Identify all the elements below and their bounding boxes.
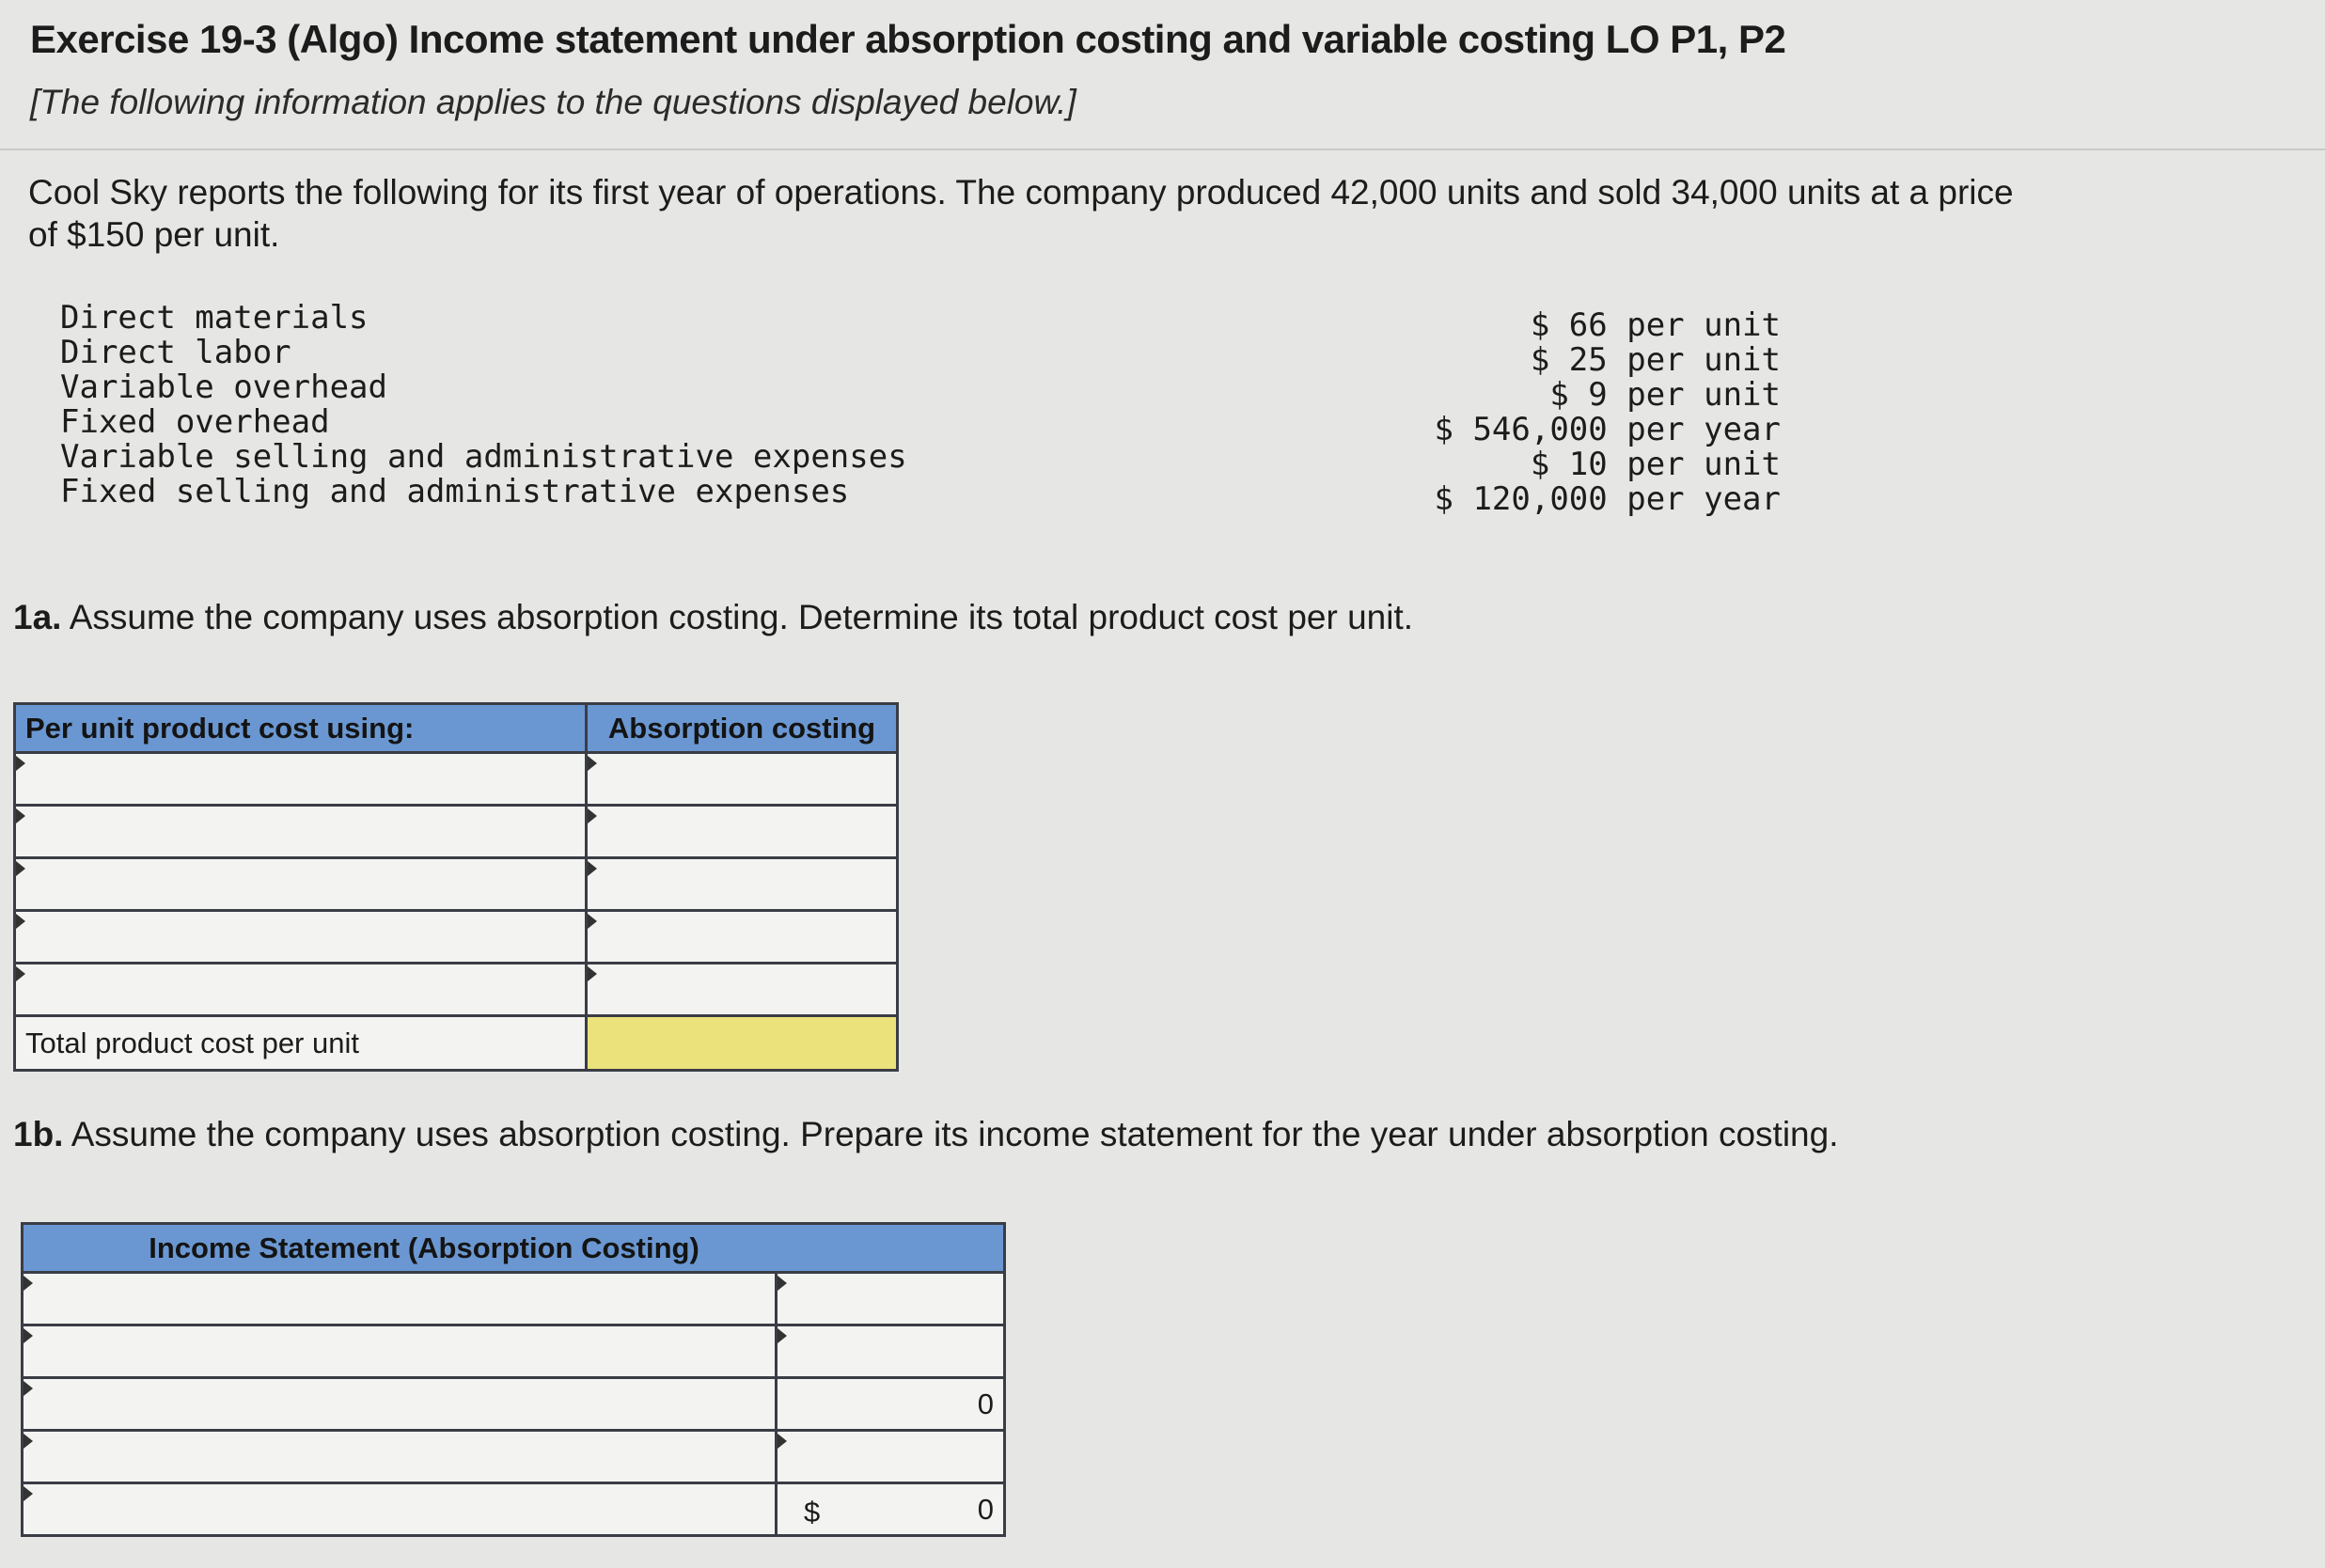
statement-amount-input[interactable] bbox=[777, 1431, 1005, 1483]
dropdown-arrow-icon bbox=[24, 1328, 33, 1343]
cost-item-select[interactable] bbox=[15, 911, 587, 964]
cost-amount: $ 120,000 bbox=[1434, 480, 1608, 518]
dropdown-arrow-icon bbox=[588, 861, 597, 876]
table-row bbox=[23, 1378, 1005, 1431]
table-header-right: Absorption costing bbox=[587, 704, 898, 753]
table-row bbox=[23, 1431, 1005, 1483]
question-text: Assume the company uses absorption costing. Determine its total product cost per unit. bbox=[69, 598, 1414, 636]
divider bbox=[0, 149, 2325, 150]
question-number: 1b. bbox=[13, 1115, 64, 1153]
table-header-left: Per unit product cost using: bbox=[15, 704, 587, 753]
cost-unit: per year bbox=[1626, 480, 1781, 518]
dropdown-arrow-icon bbox=[588, 808, 597, 823]
table-row bbox=[15, 753, 898, 806]
cost-amount-input[interactable] bbox=[587, 858, 898, 911]
dropdown-arrow-icon bbox=[778, 1276, 787, 1291]
dropdown-arrow-icon bbox=[588, 914, 597, 929]
cost-label: Fixed selling and administrative expenses bbox=[60, 473, 850, 510]
dropdown-arrow-icon bbox=[16, 914, 25, 929]
exercise-subtitle: [The following information applies to the questions displayed below.] bbox=[30, 83, 1076, 121]
income-statement-header: Income Statement (Absorption Costing) bbox=[23, 1224, 1005, 1273]
dropdown-arrow-icon bbox=[24, 1381, 33, 1396]
table-row bbox=[15, 806, 898, 858]
cost-row bbox=[60, 473, 1781, 518]
cost-amount-input[interactable] bbox=[587, 806, 898, 858]
cost-amount: $ 25 bbox=[1530, 341, 1608, 379]
question-number: 1a. bbox=[13, 598, 62, 636]
statement-item-select[interactable] bbox=[23, 1378, 777, 1431]
cost-unit: per year bbox=[1626, 411, 1781, 448]
cost-label: Variable selling and administrative expenses bbox=[60, 438, 907, 476]
cost-row bbox=[60, 299, 1781, 344]
cost-unit: per unit bbox=[1626, 306, 1781, 344]
currency-symbol: $ bbox=[804, 1496, 821, 1529]
cost-row bbox=[60, 403, 1781, 448]
cost-item-select[interactable] bbox=[15, 964, 587, 1016]
cost-row bbox=[60, 438, 1781, 483]
dropdown-arrow-icon bbox=[588, 966, 597, 981]
table-row bbox=[15, 911, 898, 964]
table-row bbox=[23, 1483, 1005, 1536]
dropdown-arrow-icon bbox=[16, 861, 25, 876]
statement-item-select[interactable] bbox=[23, 1483, 777, 1536]
total-cost-input[interactable] bbox=[587, 1016, 898, 1071]
dropdown-arrow-icon bbox=[24, 1276, 33, 1291]
statement-item-select[interactable] bbox=[23, 1273, 777, 1325]
cost-amount: $ 546,000 bbox=[1434, 411, 1608, 448]
statement-total-value bbox=[777, 1483, 1005, 1536]
dropdown-arrow-icon bbox=[16, 966, 25, 981]
statement-item-select[interactable] bbox=[23, 1325, 777, 1378]
statement-item-select[interactable] bbox=[23, 1431, 777, 1483]
cost-item-select[interactable] bbox=[15, 806, 587, 858]
total-value: 0 bbox=[977, 1492, 994, 1526]
table-row bbox=[15, 964, 898, 1016]
question-text: Assume the company uses absorption costing. Prepare its income statement for the year under absorption costing. bbox=[71, 1115, 1839, 1153]
dropdown-arrow-icon bbox=[24, 1486, 33, 1501]
cost-row bbox=[60, 368, 1781, 414]
cost-list bbox=[60, 299, 1781, 518]
cost-unit: per unit bbox=[1626, 341, 1781, 379]
cost-unit: per unit bbox=[1626, 376, 1781, 414]
dropdown-arrow-icon bbox=[778, 1434, 787, 1449]
statement-amount-input[interactable] bbox=[777, 1325, 1005, 1378]
table-row bbox=[15, 858, 898, 911]
cost-amount: $ 66 bbox=[1530, 306, 1608, 344]
cost-label: Variable overhead bbox=[60, 368, 387, 406]
cost-label: Direct labor bbox=[60, 334, 291, 371]
cost-item-select[interactable] bbox=[15, 858, 587, 911]
cost-amount: $ 9 bbox=[1549, 376, 1608, 414]
cost-amount-input[interactable] bbox=[587, 911, 898, 964]
dropdown-arrow-icon bbox=[588, 756, 597, 771]
total-row bbox=[15, 1016, 898, 1071]
cost-row bbox=[60, 334, 1781, 379]
intro-text: Cool Sky reports the following for its first year of operations. The company produced 42,000 units and sold 34,000 units at a price of $150 per unit. bbox=[28, 173, 2014, 254]
question-1b bbox=[13, 1115, 1839, 1154]
dropdown-arrow-icon bbox=[778, 1328, 787, 1343]
statement-computed-value: 0 bbox=[777, 1378, 1005, 1431]
exercise-title: Exercise 19-3 (Algo) Income statement under absorption costing and variable costing LO P1, P2 bbox=[30, 17, 1786, 61]
cost-unit: per unit bbox=[1626, 446, 1781, 483]
statement-amount-input[interactable] bbox=[777, 1273, 1005, 1325]
cost-amount-input[interactable] bbox=[587, 753, 898, 806]
cost-amount-input[interactable] bbox=[587, 964, 898, 1016]
table-row bbox=[23, 1273, 1005, 1325]
cost-item-select[interactable] bbox=[15, 753, 587, 806]
dropdown-arrow-icon bbox=[16, 808, 25, 823]
income-statement-table bbox=[21, 1222, 1006, 1537]
question-1a bbox=[13, 598, 1413, 637]
product-cost-table bbox=[13, 702, 899, 1072]
cost-label: Direct materials bbox=[60, 299, 369, 337]
cost-amount: $ 10 bbox=[1530, 446, 1608, 483]
total-label: Total product cost per unit bbox=[15, 1016, 587, 1071]
dropdown-arrow-icon bbox=[16, 756, 25, 771]
dropdown-arrow-icon bbox=[24, 1434, 33, 1449]
table-row bbox=[23, 1325, 1005, 1378]
cost-label: Fixed overhead bbox=[60, 403, 330, 441]
